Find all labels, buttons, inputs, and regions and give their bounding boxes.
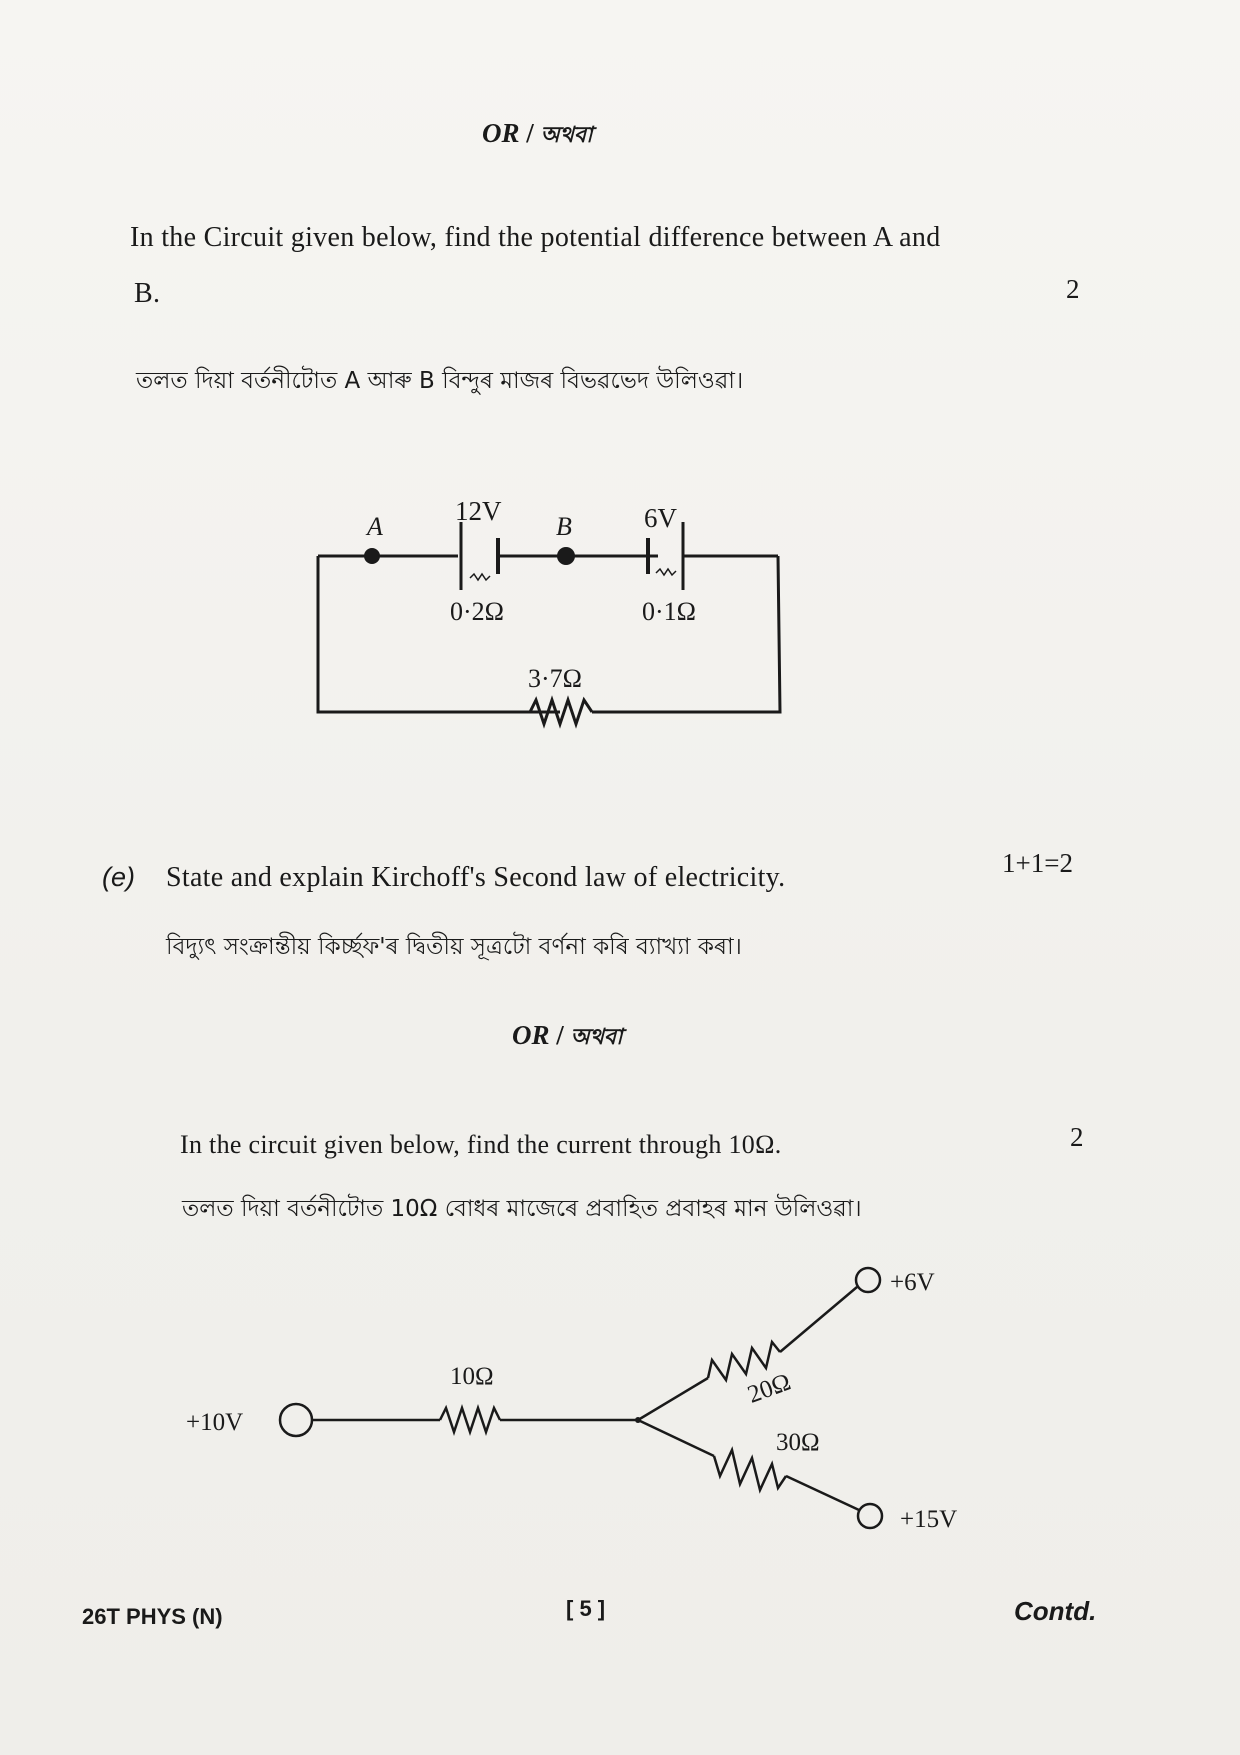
or-separator: / xyxy=(526,118,534,148)
question-circuit1-assamese: তলত দিয়া বৰ্তনীটোত A আৰু B বিন্দুৰ মাজৰ বিভৱভেদ উলিওৱা। xyxy=(136,368,744,394)
marks-e: 1+1=2 xyxy=(1002,848,1073,878)
resistor-10-ohm xyxy=(440,1408,500,1432)
node-a-label: A xyxy=(367,512,383,541)
or-label: OR xyxy=(482,118,520,148)
question-circuit1-line1: In the Circuit given below, find the potential difference between A and xyxy=(130,222,941,253)
question-e-assamese: বিদ্যুৎ সংক্ৰান্তীয় কিৰ্চ্ছফ'ৰ দ্বিতীয় সূত্ৰটো বৰ্ণনা কৰি ব্যাখ্যা কৰা। xyxy=(166,934,742,960)
or-label-assamese: অথবা xyxy=(570,1025,623,1050)
resistance-10-label: 10Ω xyxy=(450,1363,494,1390)
resistance-0-2-label: 0·2Ω xyxy=(450,597,504,626)
junction-dot xyxy=(635,1417,641,1423)
voltage-10v-label: +10V xyxy=(186,1409,244,1436)
wire-upper-branch-upper xyxy=(780,1287,857,1352)
footer-paper-code: 26T PHYS (N) xyxy=(82,1604,223,1629)
resistor-30-ohm xyxy=(714,1450,786,1490)
resistance-0-1-label: 0·1Ω xyxy=(642,597,696,626)
emf-6v-label: 6V xyxy=(644,503,677,533)
terminal-10v xyxy=(280,1404,312,1436)
emf-12v-label: 12V xyxy=(455,496,502,526)
terminal-6v xyxy=(856,1268,880,1292)
footer-page-number: [ 5 ] xyxy=(566,1596,606,1621)
question-label-e: (e) xyxy=(102,862,135,892)
footer-contd: Contd. xyxy=(1014,1596,1097,1626)
marks-circuit1: 2 xyxy=(1066,274,1080,304)
resistance-30-label: 30Ω xyxy=(776,1429,820,1456)
resistance-20-label: 20Ω xyxy=(744,1368,795,1409)
node-b-label: B xyxy=(556,512,572,541)
question-e-text: State and explain Kirchoff's Second law of electricity. xyxy=(166,862,786,893)
wire-lower-branch-lower xyxy=(786,1476,859,1510)
question-circuit2: In the circuit given below, find the current through 10Ω. xyxy=(180,1130,782,1159)
wire-lower-branch-upper xyxy=(638,1420,714,1456)
terminal-15v xyxy=(858,1504,882,1528)
or-separator: / xyxy=(556,1020,564,1050)
marks-circuit2: 2 xyxy=(1070,1122,1084,1152)
voltage-15v-label: +15V xyxy=(900,1506,958,1533)
question-circuit1-line2: B. xyxy=(134,278,161,309)
question-circuit2-assamese: তলত দিয়া বৰ্তনীটোত 10Ω বোধৰ মাজেৰে প্ৰবাহিত প্ৰবাহৰ মান উলিওৱা। xyxy=(182,1196,862,1222)
voltage-6v-label: +6V xyxy=(890,1269,935,1296)
resistance-3-7-label: 3·7Ω xyxy=(528,664,582,693)
wire-upper-branch-lower xyxy=(638,1378,708,1420)
or-label: OR xyxy=(512,1020,550,1050)
or-label-assamese: অথবা xyxy=(540,123,593,148)
